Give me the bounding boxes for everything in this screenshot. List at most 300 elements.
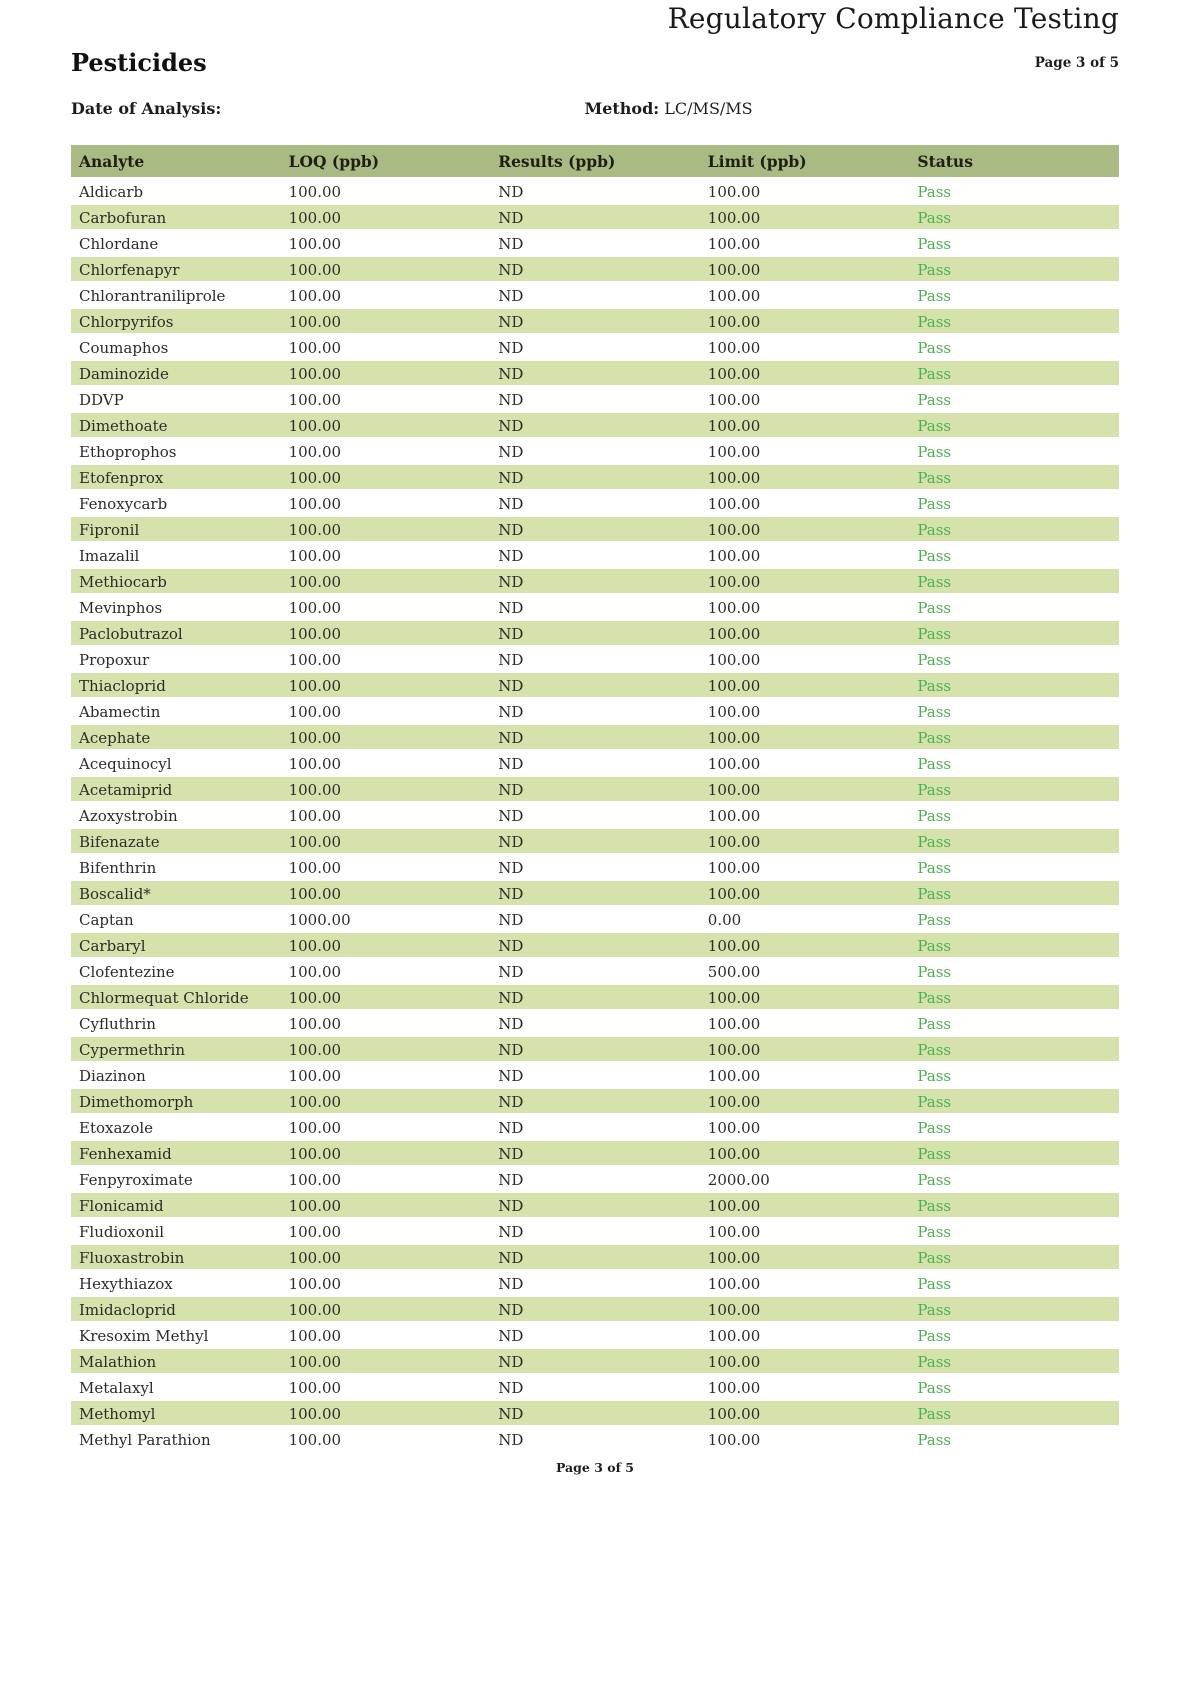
loq-cell: 100.00	[281, 1011, 491, 1037]
status-pass-text: Pass	[917, 312, 952, 331]
analyte-cell: Fludioxonil	[71, 1219, 281, 1245]
limit-cell: 100.00	[700, 751, 910, 777]
status-cell	[909, 491, 1119, 517]
results-cell: ND	[490, 491, 700, 517]
loq-cell: 100.00	[281, 1427, 491, 1453]
status-cell	[909, 335, 1119, 361]
table-row	[71, 231, 1119, 257]
loq-cell: 100.00	[281, 387, 491, 413]
column-header-loq: LOQ (ppb)	[281, 145, 491, 179]
limit-cell: 100.00	[700, 413, 910, 439]
column-header-status: Status	[909, 145, 1119, 179]
status-pass-text: Pass	[917, 1326, 952, 1345]
status-cell	[909, 1297, 1119, 1323]
status-pass-text: Pass	[917, 1040, 952, 1059]
results-cell: ND	[490, 985, 700, 1011]
limit-cell: 100.00	[700, 725, 910, 751]
status-pass-text: Pass	[917, 390, 952, 409]
status-pass-text: Pass	[917, 1066, 952, 1085]
limit-cell: 100.00	[700, 881, 910, 907]
table-row	[71, 855, 1119, 881]
status-pass-text: Pass	[917, 520, 952, 539]
limit-cell: 100.00	[700, 699, 910, 725]
limit-cell: 100.00	[700, 1297, 910, 1323]
limit-cell: 100.00	[700, 1375, 910, 1401]
loq-cell: 100.00	[281, 959, 491, 985]
results-cell: ND	[490, 777, 700, 803]
table-row	[71, 1349, 1119, 1375]
status-cell	[909, 1115, 1119, 1141]
table-row	[71, 439, 1119, 465]
method-value: LC/MS/MS	[664, 99, 753, 119]
status-pass-text: Pass	[917, 1248, 952, 1267]
analyte-cell: Acephate	[71, 725, 281, 751]
results-cell: ND	[490, 517, 700, 543]
status-cell	[909, 1089, 1119, 1115]
status-pass-text: Pass	[917, 1144, 952, 1163]
status-cell	[909, 517, 1119, 543]
table-row	[71, 569, 1119, 595]
results-cell: ND	[490, 1297, 700, 1323]
page-indicator: Page 3 of 5	[1034, 54, 1119, 71]
table-row	[71, 465, 1119, 491]
results-cell: ND	[490, 673, 700, 699]
loq-cell: 100.00	[281, 335, 491, 361]
loq-cell: 1000.00	[281, 907, 491, 933]
loq-cell: 100.00	[281, 751, 491, 777]
table-row	[71, 1219, 1119, 1245]
loq-cell: 100.00	[281, 1323, 491, 1349]
limit-cell: 100.00	[700, 1349, 910, 1375]
table-row	[71, 283, 1119, 309]
table-row	[71, 933, 1119, 959]
results-cell: ND	[490, 257, 700, 283]
analyte-cell: Coumaphos	[71, 335, 281, 361]
loq-cell: 100.00	[281, 1245, 491, 1271]
limit-cell: 100.00	[700, 985, 910, 1011]
status-pass-text: Pass	[917, 546, 952, 565]
status-cell	[909, 543, 1119, 569]
analyte-cell: Aldicarb	[71, 179, 281, 205]
table-row	[71, 1167, 1119, 1193]
status-cell	[909, 1271, 1119, 1297]
results-cell: ND	[490, 1037, 700, 1063]
status-pass-text: Pass	[917, 1222, 952, 1241]
status-cell	[909, 881, 1119, 907]
limit-cell: 100.00	[700, 283, 910, 309]
status-cell	[909, 907, 1119, 933]
results-cell: ND	[490, 621, 700, 647]
analyte-cell: Methomyl	[71, 1401, 281, 1427]
limit-cell: 100.00	[700, 855, 910, 881]
results-cell: ND	[490, 595, 700, 621]
table-row	[71, 777, 1119, 803]
limit-cell: 100.00	[700, 1271, 910, 1297]
table-row	[71, 829, 1119, 855]
status-pass-text: Pass	[917, 1196, 952, 1215]
table-row	[71, 335, 1119, 361]
limit-cell: 100.00	[700, 309, 910, 335]
status-pass-text: Pass	[917, 832, 952, 851]
status-pass-text: Pass	[917, 286, 952, 305]
table-row	[71, 699, 1119, 725]
analyte-cell: Chlordane	[71, 231, 281, 257]
analyte-cell: Propoxur	[71, 647, 281, 673]
status-cell	[909, 829, 1119, 855]
limit-cell: 100.00	[700, 361, 910, 387]
analyte-cell: DDVP	[71, 387, 281, 413]
loq-cell: 100.00	[281, 283, 491, 309]
status-cell	[909, 1193, 1119, 1219]
status-cell	[909, 855, 1119, 881]
section-header	[71, 49, 1119, 77]
status-cell	[909, 647, 1119, 673]
results-cell: ND	[490, 1193, 700, 1219]
results-cell: ND	[490, 829, 700, 855]
results-cell: ND	[490, 465, 700, 491]
limit-cell: 100.00	[700, 777, 910, 803]
status-pass-text: Pass	[917, 598, 952, 617]
status-cell	[909, 1011, 1119, 1037]
results-cell: ND	[490, 1219, 700, 1245]
loq-cell: 100.00	[281, 361, 491, 387]
loq-cell: 100.00	[281, 985, 491, 1011]
table-row	[71, 647, 1119, 673]
status-cell	[909, 621, 1119, 647]
status-cell	[909, 361, 1119, 387]
loq-cell: 100.00	[281, 257, 491, 283]
analyte-cell: Imidacloprid	[71, 1297, 281, 1323]
analyte-cell: Chlorfenapyr	[71, 257, 281, 283]
loq-cell: 100.00	[281, 465, 491, 491]
results-cell: ND	[490, 1375, 700, 1401]
limit-cell: 100.00	[700, 569, 910, 595]
results-cell: ND	[490, 881, 700, 907]
analyte-cell: Imazalil	[71, 543, 281, 569]
limit-cell: 100.00	[700, 465, 910, 491]
loq-cell: 100.00	[281, 673, 491, 699]
loq-cell: 100.00	[281, 439, 491, 465]
column-header-results: Results (ppb)	[490, 145, 700, 179]
status-pass-text: Pass	[917, 1118, 952, 1137]
results-cell: ND	[490, 1089, 700, 1115]
results-cell: ND	[490, 1167, 700, 1193]
limit-cell: 100.00	[700, 1011, 910, 1037]
status-pass-text: Pass	[917, 624, 952, 643]
status-pass-text: Pass	[917, 494, 952, 513]
analyte-cell: Captan	[71, 907, 281, 933]
loq-cell: 100.00	[281, 517, 491, 543]
loq-cell: 100.00	[281, 1401, 491, 1427]
status-cell	[909, 257, 1119, 283]
loq-cell: 100.00	[281, 1375, 491, 1401]
status-cell	[909, 673, 1119, 699]
loq-cell: 100.00	[281, 1349, 491, 1375]
analyte-cell: Boscalid*	[71, 881, 281, 907]
results-cell: ND	[490, 413, 700, 439]
loq-cell: 100.00	[281, 569, 491, 595]
table-header-row	[71, 145, 1119, 179]
status-cell	[909, 1063, 1119, 1089]
table-row	[71, 1141, 1119, 1167]
status-cell	[909, 465, 1119, 491]
status-cell	[909, 439, 1119, 465]
limit-cell: 100.00	[700, 621, 910, 647]
status-cell	[909, 985, 1119, 1011]
analyte-cell: Daminozide	[71, 361, 281, 387]
results-cell: ND	[490, 335, 700, 361]
table-row	[71, 1427, 1119, 1453]
status-cell	[909, 751, 1119, 777]
loq-cell: 100.00	[281, 647, 491, 673]
loq-cell: 100.00	[281, 1167, 491, 1193]
status-cell	[909, 1349, 1119, 1375]
status-pass-text: Pass	[917, 234, 952, 253]
table-row	[71, 907, 1119, 933]
results-cell: ND	[490, 309, 700, 335]
loq-cell: 100.00	[281, 205, 491, 231]
results-cell: ND	[490, 283, 700, 309]
status-pass-text: Pass	[917, 676, 952, 695]
analyte-cell: Acetamiprid	[71, 777, 281, 803]
status-cell	[909, 1323, 1119, 1349]
results-cell: ND	[490, 1349, 700, 1375]
analyte-cell: Methiocarb	[71, 569, 281, 595]
table-row	[71, 543, 1119, 569]
loq-cell: 100.00	[281, 777, 491, 803]
limit-cell: 100.00	[700, 491, 910, 517]
status-pass-text: Pass	[917, 1300, 952, 1319]
analyte-cell: Acequinocyl	[71, 751, 281, 777]
status-pass-text: Pass	[917, 962, 952, 981]
analyte-cell: Kresoxim Methyl	[71, 1323, 281, 1349]
status-pass-text: Pass	[917, 858, 952, 877]
analyte-cell: Chlormequat Chloride	[71, 985, 281, 1011]
table-row	[71, 387, 1119, 413]
analyte-cell: Chlorantraniliprole	[71, 283, 281, 309]
results-cell: ND	[490, 569, 700, 595]
analyte-cell: Fenoxycarb	[71, 491, 281, 517]
loq-cell: 100.00	[281, 231, 491, 257]
status-pass-text: Pass	[917, 754, 952, 773]
limit-cell: 100.00	[700, 829, 910, 855]
status-cell	[909, 1245, 1119, 1271]
table-row	[71, 1193, 1119, 1219]
limit-cell: 100.00	[700, 335, 910, 361]
table-row	[71, 985, 1119, 1011]
status-pass-text: Pass	[917, 650, 952, 669]
limit-cell: 100.00	[700, 517, 910, 543]
status-pass-text: Pass	[917, 1352, 952, 1371]
results-cell: ND	[490, 907, 700, 933]
results-cell: ND	[490, 933, 700, 959]
table-row	[71, 179, 1119, 205]
table-row	[71, 881, 1119, 907]
results-cell: ND	[490, 439, 700, 465]
analyte-cell: Carbofuran	[71, 205, 281, 231]
status-pass-text: Pass	[917, 884, 952, 903]
limit-cell: 500.00	[700, 959, 910, 985]
status-cell	[909, 231, 1119, 257]
analyte-cell: Malathion	[71, 1349, 281, 1375]
results-cell: ND	[490, 647, 700, 673]
status-cell	[909, 1141, 1119, 1167]
pesticides-table	[71, 145, 1119, 1453]
limit-cell: 100.00	[700, 1427, 910, 1453]
analyte-cell: Bifenazate	[71, 829, 281, 855]
analyte-cell: Thiacloprid	[71, 673, 281, 699]
analyte-cell: Paclobutrazol	[71, 621, 281, 647]
limit-cell: 100.00	[700, 1115, 910, 1141]
analyte-cell: Fluoxastrobin	[71, 1245, 281, 1271]
status-pass-text: Pass	[917, 442, 952, 461]
loq-cell: 100.00	[281, 1037, 491, 1063]
table-row	[71, 517, 1119, 543]
analyte-cell: Dimethomorph	[71, 1089, 281, 1115]
table-row	[71, 361, 1119, 387]
limit-cell: 100.00	[700, 387, 910, 413]
method	[585, 99, 753, 118]
table-row	[71, 1011, 1119, 1037]
status-cell	[909, 725, 1119, 751]
limit-cell: 100.00	[700, 673, 910, 699]
status-cell	[909, 803, 1119, 829]
column-header-analyte: Analyte	[71, 145, 281, 179]
loq-cell: 100.00	[281, 1219, 491, 1245]
table-row	[71, 1089, 1119, 1115]
table-row	[71, 803, 1119, 829]
loq-cell: 100.00	[281, 413, 491, 439]
analyte-cell: Fenhexamid	[71, 1141, 281, 1167]
table-row	[71, 1037, 1119, 1063]
table-row	[71, 413, 1119, 439]
loq-cell: 100.00	[281, 1297, 491, 1323]
results-cell: ND	[490, 1323, 700, 1349]
analyte-cell: Fenpyroximate	[71, 1167, 281, 1193]
status-cell	[909, 777, 1119, 803]
results-cell: ND	[490, 1401, 700, 1427]
loq-cell: 100.00	[281, 1271, 491, 1297]
loq-cell: 100.00	[281, 803, 491, 829]
status-cell	[909, 387, 1119, 413]
status-cell	[909, 1037, 1119, 1063]
limit-cell: 100.00	[700, 205, 910, 231]
loq-cell: 100.00	[281, 1141, 491, 1167]
loq-cell: 100.00	[281, 1193, 491, 1219]
limit-cell: 100.00	[700, 933, 910, 959]
status-cell	[909, 179, 1119, 205]
status-cell	[909, 595, 1119, 621]
analyte-cell: Mevinphos	[71, 595, 281, 621]
status-pass-text: Pass	[917, 988, 952, 1007]
table-header	[71, 145, 1119, 179]
limit-cell: 100.00	[700, 1245, 910, 1271]
status-pass-text: Pass	[917, 1378, 952, 1397]
analyte-cell: Azoxystrobin	[71, 803, 281, 829]
table-row	[71, 1245, 1119, 1271]
status-pass-text: Pass	[917, 806, 952, 825]
limit-cell: 100.00	[700, 1219, 910, 1245]
limit-cell: 100.00	[700, 1401, 910, 1427]
status-cell	[909, 1219, 1119, 1245]
status-pass-text: Pass	[917, 260, 952, 279]
loq-cell: 100.00	[281, 699, 491, 725]
table-row	[71, 621, 1119, 647]
status-cell	[909, 959, 1119, 985]
limit-cell: 100.00	[700, 179, 910, 205]
status-pass-text: Pass	[917, 1274, 952, 1293]
results-cell: ND	[490, 803, 700, 829]
table-row	[71, 491, 1119, 517]
results-cell: ND	[490, 725, 700, 751]
status-pass-text: Pass	[917, 208, 952, 227]
loq-cell: 100.00	[281, 1089, 491, 1115]
results-cell: ND	[490, 387, 700, 413]
table-body	[71, 179, 1119, 1453]
status-cell	[909, 1167, 1119, 1193]
loq-cell: 100.00	[281, 1063, 491, 1089]
status-cell	[909, 1427, 1119, 1453]
limit-cell: 100.00	[700, 1141, 910, 1167]
status-pass-text: Pass	[917, 936, 952, 955]
limit-cell: 100.00	[700, 1193, 910, 1219]
status-cell	[909, 699, 1119, 725]
status-pass-text: Pass	[917, 728, 952, 747]
analyte-cell: Diazinon	[71, 1063, 281, 1089]
results-cell: ND	[490, 1063, 700, 1089]
limit-cell: 100.00	[700, 1063, 910, 1089]
analyte-cell: Clofentezine	[71, 959, 281, 985]
results-cell: ND	[490, 179, 700, 205]
analyte-cell: Hexythiazox	[71, 1271, 281, 1297]
loq-cell: 100.00	[281, 491, 491, 517]
status-pass-text: Pass	[917, 780, 952, 799]
status-cell	[909, 309, 1119, 335]
results-cell: ND	[490, 1427, 700, 1453]
limit-cell: 100.00	[700, 543, 910, 569]
loq-cell: 100.00	[281, 933, 491, 959]
loq-cell: 100.00	[281, 855, 491, 881]
status-cell	[909, 933, 1119, 959]
limit-cell: 100.00	[700, 647, 910, 673]
column-header-limit: Limit (ppb)	[700, 145, 910, 179]
limit-cell: 100.00	[700, 1037, 910, 1063]
limit-cell: 0.00	[700, 907, 910, 933]
results-cell: ND	[490, 855, 700, 881]
status-pass-text: Pass	[917, 910, 952, 929]
analysis-meta	[71, 99, 1119, 118]
status-pass-text: Pass	[917, 1014, 952, 1033]
table-row	[71, 257, 1119, 283]
status-pass-text: Pass	[917, 1404, 952, 1423]
table-row	[71, 595, 1119, 621]
limit-cell: 100.00	[700, 595, 910, 621]
status-pass-text: Pass	[917, 182, 952, 201]
status-pass-text: Pass	[917, 1430, 952, 1449]
status-pass-text: Pass	[917, 416, 952, 435]
limit-cell: 100.00	[700, 1323, 910, 1349]
analyte-cell: Bifenthrin	[71, 855, 281, 881]
status-cell	[909, 413, 1119, 439]
results-cell: ND	[490, 543, 700, 569]
analyte-cell: Cypermethrin	[71, 1037, 281, 1063]
status-pass-text: Pass	[917, 702, 952, 721]
results-cell: ND	[490, 699, 700, 725]
table-row	[71, 673, 1119, 699]
status-pass-text: Pass	[917, 338, 952, 357]
results-cell: ND	[490, 1271, 700, 1297]
analyte-cell: Cyfluthrin	[71, 1011, 281, 1037]
